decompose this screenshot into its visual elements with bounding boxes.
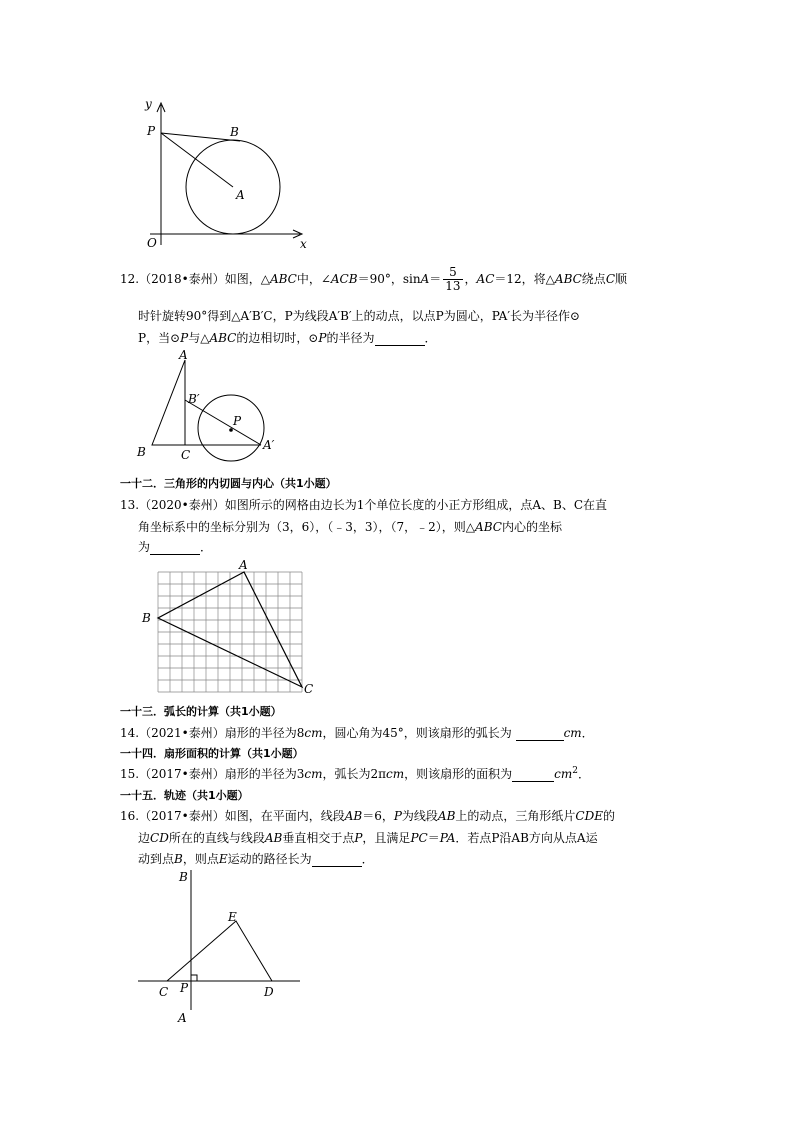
section-heading-15: 一十五．轨迹（共1小题）: [120, 789, 249, 802]
label-p: P: [147, 124, 156, 138]
label-o: O: [147, 236, 157, 250]
triangle-abc: [152, 360, 185, 445]
label-p: P: [180, 981, 189, 995]
label-b: B: [142, 611, 151, 625]
label-d: D: [264, 985, 274, 999]
segment-b-prime-a-prime: [185, 400, 261, 445]
label-b: B: [137, 445, 146, 459]
q14-line: 14.（2021•泰州）扇形的半径为8cm，圆心角为45°，则该扇形的弧长为 cm．: [120, 726, 594, 740]
segment-pb: [161, 133, 240, 141]
answer-blank: [512, 767, 554, 782]
q13-line3: 为 ．: [138, 540, 213, 554]
q16-figure: [135, 865, 310, 1025]
label-x: x: [300, 237, 307, 251]
point-p: [229, 428, 233, 432]
q13-line1: 13.（2020•泰州）如图所示的网格由边长为1个单位长度的小正方形组成，点A、B、C在直: [120, 498, 608, 512]
fraction-5-13: $\frac{5}{13}$: [445, 265, 461, 293]
label-a: A: [178, 1011, 187, 1025]
circle-p: [198, 395, 264, 461]
label-c: C: [181, 448, 191, 462]
q16-line3: 动到点B，则点E运动的路径长为 ．: [138, 852, 374, 866]
section-heading-14: 一十四．扇形面积的计算（共1小题）: [120, 747, 304, 760]
q13-grid-figure: [130, 555, 330, 700]
label-b: B: [179, 870, 188, 884]
right-angle-mark: [191, 975, 197, 981]
label-a: A: [236, 188, 245, 202]
q16-line1: 16.（2017•泰州）如图，在平面内，线段AB＝6，P为线段AB上的动点，三角形纸片CDE的: [120, 809, 615, 823]
label-e: E: [228, 910, 237, 924]
label-y: y: [145, 97, 152, 111]
answer-blank: [150, 540, 200, 555]
answer-blank: [375, 331, 425, 346]
label-a: A: [239, 558, 248, 572]
label-p: P: [233, 414, 242, 428]
q12-figure: [135, 345, 295, 465]
label-b: B: [230, 125, 239, 139]
q12-line2: 时针旋转90°得到△A′B′C，P为线段A′B′上的动点，以点P为圆心，PA′长为半径作⊙: [138, 309, 581, 323]
q16-line2: 边CD所在的直线与线段AB垂直相交于点P，且满足PC＝PA．若点P沿AB方向从点A运: [138, 831, 598, 845]
label-a-prime: A′: [263, 438, 275, 452]
q13-line2: 角坐标系中的坐标分别为（3，6），（﹣3，3），（7，﹣2），则△ABC内心的坐标: [138, 520, 562, 534]
label-a: A: [179, 348, 188, 362]
triangle-cde: [167, 921, 272, 981]
answer-blank: [312, 852, 362, 867]
section-heading-12: 一十二．三角形的内切圆与内心（共1小题）: [120, 477, 337, 490]
label-c: C: [304, 682, 314, 696]
q12-line1: 12.（2018•泰州）如图，△ABC中，∠ACB＝90°，sinA＝ $\frac{5}{13}$ ，AC＝12，将△ABC绕点C顺: [120, 265, 628, 293]
section-heading-13: 一十三．弧长的计算（共1小题）: [120, 705, 282, 718]
q12-line3: P，当⊙P与△ABC的边相切时，⊙P的半径为 ．: [138, 331, 437, 345]
label-b-prime: B′: [188, 392, 200, 406]
q11-figure: [140, 95, 320, 255]
label-c: C: [159, 985, 169, 999]
answer-blank: [516, 726, 564, 741]
q15-line: 15.（2017•泰州）扇形的半径为3cm，弧长为2πcm，则该扇形的面积为 $cm^2$．: [120, 766, 590, 781]
